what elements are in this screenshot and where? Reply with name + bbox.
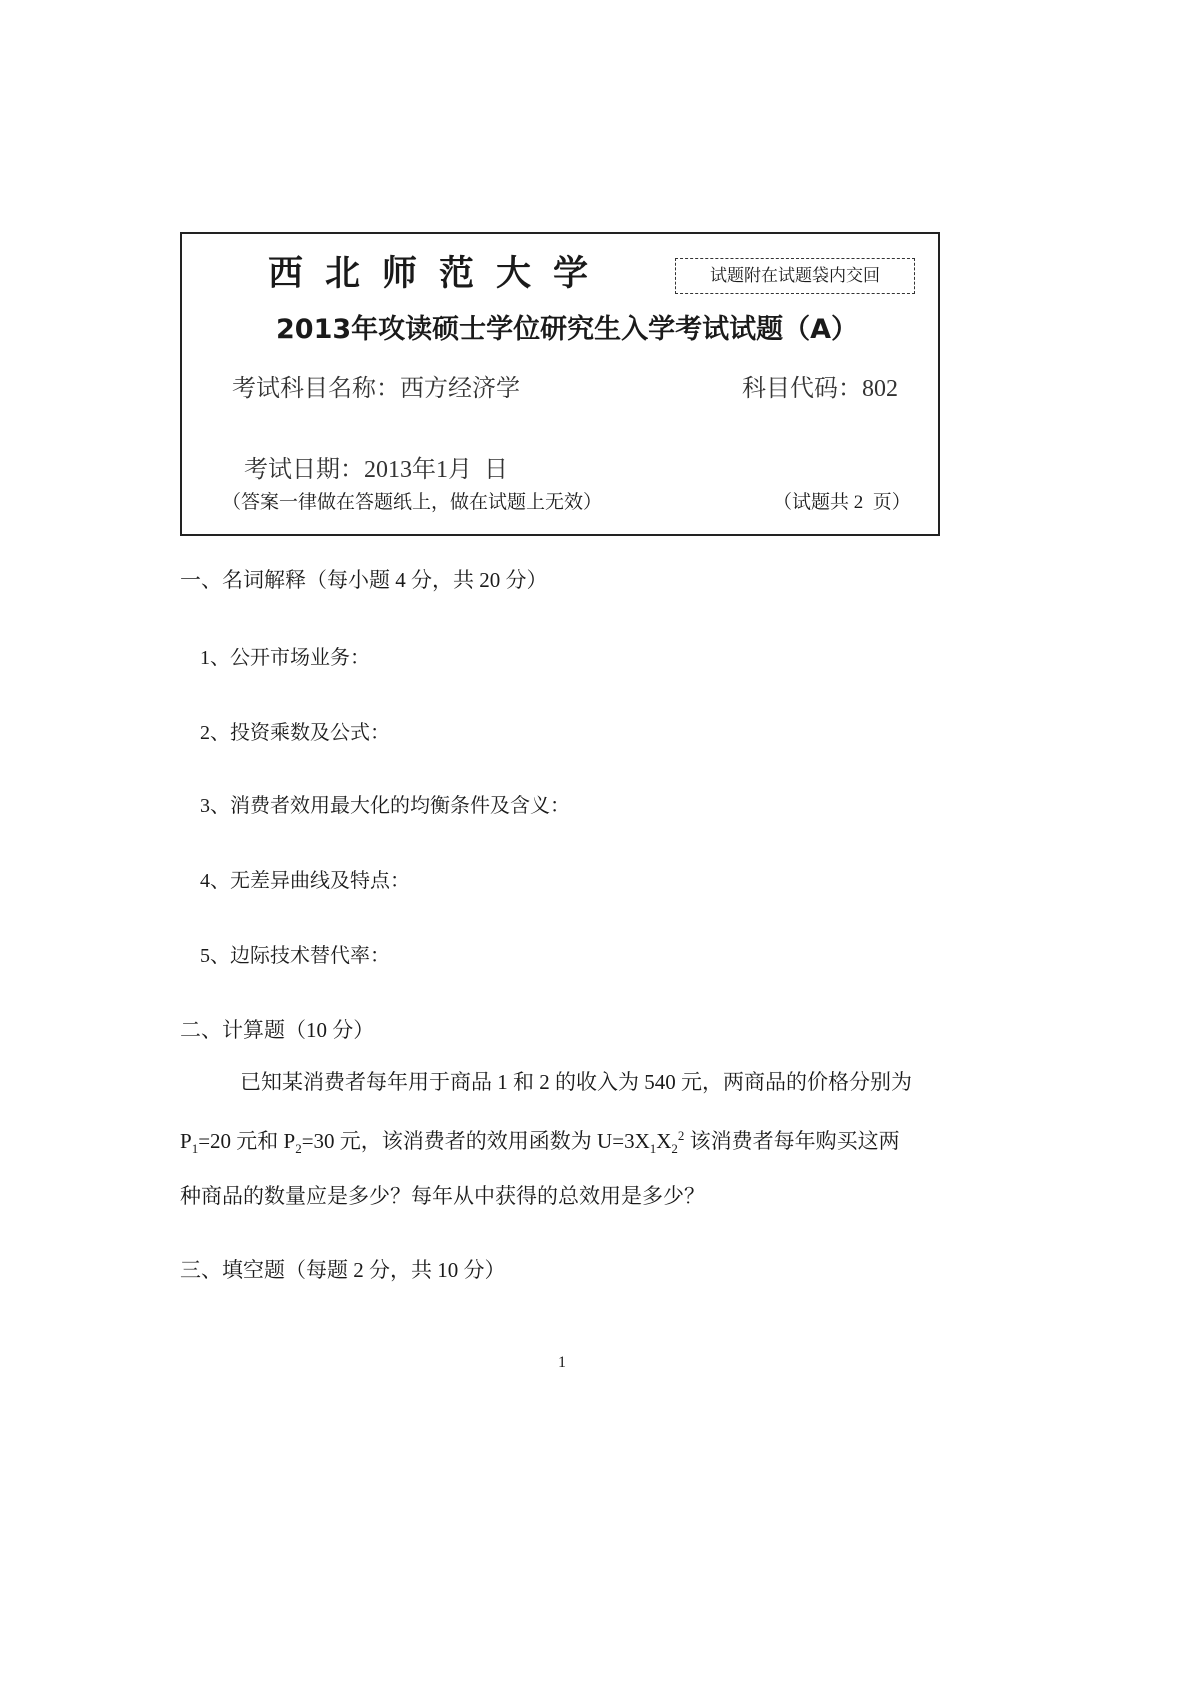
- list-item: 4、无差异曲线及特点：: [200, 870, 410, 892]
- notice-box: 试题附在试题袋内交回: [675, 258, 915, 294]
- date-value: 2013年1月 日: [364, 457, 508, 483]
- section-2-heading: 二、计算题（10 分）: [180, 1018, 375, 1042]
- answer-note: （答案一律做在答题纸上，做在试题上无效）: [222, 492, 603, 513]
- subject-line: [232, 377, 520, 401]
- code-value: 802: [862, 376, 898, 402]
- superscript: 2: [677, 1128, 685, 1143]
- section-3-heading: 三、填空题（每题 2 分，共 10 分）: [180, 1258, 506, 1282]
- formula-text: =20 元和 P: [198, 1129, 296, 1153]
- problem-line-3: 种商品的数量应是多少？每年从中获得的总效用是多少？: [180, 1184, 705, 1208]
- code-label: 科目代码：: [742, 376, 862, 402]
- exam-title: 2013年攻读硕士学位研究生入学考试试题（A）: [276, 314, 859, 345]
- date-line: [232, 434, 508, 482]
- university-name: 西北师范大学: [268, 254, 611, 294]
- code-line: [742, 377, 898, 401]
- page-number: 1: [558, 1354, 566, 1371]
- list-item: 5、边际技术替代率：: [200, 945, 390, 967]
- problem-line-2: [180, 1129, 900, 1155]
- date-label: 考试日期：: [244, 457, 364, 483]
- subscript: 1: [649, 1141, 657, 1157]
- formula-text: X: [656, 1129, 672, 1153]
- formula-text: P: [180, 1129, 192, 1153]
- formula-text: =30 元，该消费者的效用函数为 U=3X: [301, 1129, 650, 1153]
- subscript: 2: [295, 1141, 302, 1157]
- list-item: 2、投资乘数及公式：: [200, 722, 390, 744]
- formula-text: 该消费者每年购买这两: [684, 1129, 900, 1153]
- section-1-heading: 一、名词解释（每小题 4 分，共 20 分）: [180, 568, 548, 592]
- list-item: 3、消费者效用最大化的均衡条件及含义：: [200, 795, 570, 817]
- subject-label: 考试科目名称：: [232, 376, 400, 402]
- subject-value: 西方经济学: [400, 376, 520, 402]
- page-count: （试题共 2 页）: [773, 492, 911, 513]
- list-item: 1、公开市场业务：: [200, 647, 370, 669]
- subscript: 2: [671, 1141, 678, 1157]
- subscript: 1: [191, 1141, 199, 1157]
- problem-line-1: 已知某消费者每年用于商品 1 和 2 的收入为 540 元，两商品的价格分别为: [240, 1070, 912, 1094]
